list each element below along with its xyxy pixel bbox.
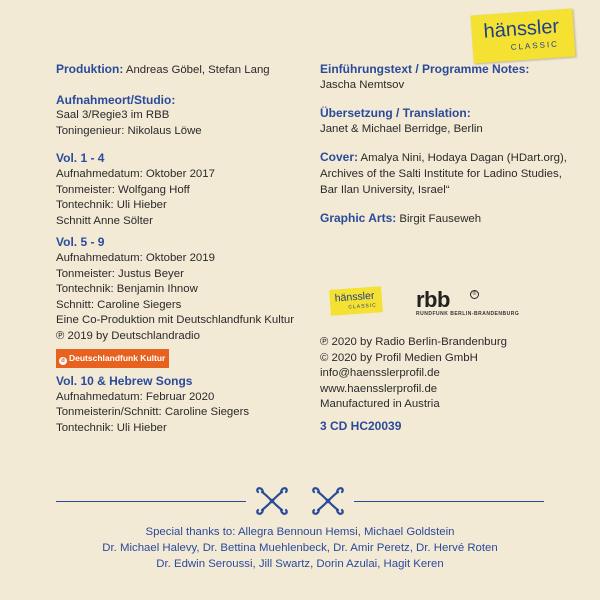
rbb-logo (414, 289, 524, 319)
aufnahmeort-line: Toningenieur: Nikolaus Löwe (56, 124, 202, 137)
uebersetzung-line: Janet & Michael Berridge, Berlin (320, 122, 483, 135)
einfuehrungstext-label: Einführungstext / Programme Notes: (320, 62, 530, 76)
vol1-label: Vol. 1 - 4 (56, 151, 105, 166)
small-logo-sub-text: CLASSIC (348, 302, 377, 311)
legal-block (320, 335, 580, 435)
rbb-wordmark: rbb (416, 287, 450, 312)
graphic-arts-label: Graphic Arts: (320, 211, 397, 226)
vol1-line: Tontechnik: Uli Hieber (56, 199, 167, 212)
divider-line-right (354, 501, 544, 502)
logo-sub-text: CLASSIC (510, 39, 560, 52)
cover-first-line: Amalya Nini, Hodaya Dagan (HDart.org), (358, 152, 567, 165)
website-text: www.haensslerprofil.de (320, 382, 438, 395)
vol5-line: Aufnahmedatum: Oktober 2019 (56, 251, 215, 264)
right-credits-column (320, 62, 580, 238)
cover-block (320, 150, 580, 198)
haenssler-classic-small-logo (329, 286, 383, 316)
vol10-line: Aufnahmedatum: Februar 2020 (56, 390, 215, 403)
einfuehrungstext-block (320, 62, 580, 93)
cover-line: Bar Ilan University, Israel“ (320, 183, 450, 196)
vol10-line: Tontechnik: Uli Hieber (56, 421, 167, 434)
produktion-value: Andreas Göbel, Stefan Lang (123, 64, 270, 76)
vol1-block (56, 151, 306, 229)
produktion-label: Produktion: (56, 62, 124, 76)
legal-line: Manufactured in Austria (320, 398, 440, 411)
left-credits-column (56, 62, 306, 446)
uebersetzung-label: Übersetzung / Translation: (320, 106, 471, 121)
produktion-block (56, 62, 306, 79)
aufnahmeort-label: Aufnahmeort/Studio: (56, 92, 176, 107)
vol5-line: ℗ 2019 by Deutschlandradio (56, 329, 200, 342)
flourish-ornament-icon (244, 484, 356, 518)
catalog-number: 3 CD HC20039 (320, 418, 402, 433)
vol5-line: Tontechnik: Benjamin Ihnow (56, 283, 198, 296)
dlf-badge-text: Deutschlandfunk Kultur (69, 352, 166, 363)
vol5-line: Tonmeister: Justus Beyer (56, 267, 184, 280)
haenssler-classic-logo (470, 9, 575, 64)
thanks-line: Special thanks to: Allegra Bennoun Hemsi, Michael Goldstein (145, 526, 455, 538)
vol1-line: Aufnahmedatum: Oktober 2017 (56, 167, 215, 180)
logo-brand-text: hänssler (482, 15, 560, 43)
rbb-registered-icon: ® (470, 290, 479, 299)
dlf-dot-icon: d (59, 357, 67, 365)
einfuehrungstext-line: Jascha Nemtsov (320, 78, 405, 91)
vol1-line: Tonmeister: Wolfgang Hoff (56, 183, 190, 196)
legal-line: ℗ 2020 by Radio Berlin-Brandenburg (320, 336, 507, 348)
cover-label: Cover: (320, 150, 359, 165)
special-thanks (0, 524, 600, 572)
vol5-line: Eine Co-Produktion mit Deutschlandfunk Kultur (56, 314, 295, 327)
rbb-subtitle: RUNDFUNK BERLIN-BRANDENBURG (416, 311, 520, 317)
vol5-label: Vol. 5 - 9 (56, 235, 105, 250)
vol5-line: Schnitt: Caroline Siegers (56, 298, 182, 311)
vol5-block (56, 235, 306, 368)
aufnahmeort-line: Saal 3/Regie3 im RBB (56, 109, 170, 122)
email-text: info@haensslerprofil.de (320, 367, 440, 380)
vol10-block (56, 374, 306, 436)
vol10-line: Tonmeisterin/Schnitt: Caroline Siegers (56, 406, 250, 419)
thanks-line: Dr. Michael Halevy, Dr. Bettina Muehlenbeck, Dr. Amir Peretz, Dr. Hervé Roten (102, 542, 498, 554)
aufnahmeort-block (56, 93, 306, 140)
graphic-arts-block (320, 211, 580, 228)
graphic-arts-value: Birgit Fauseweh (396, 213, 482, 226)
divider-line-left (56, 501, 246, 502)
uebersetzung-block (320, 106, 580, 137)
thanks-line: Dr. Edwin Seroussi, Jill Swartz, Dorin Azulai, Hagit Keren (156, 558, 444, 570)
vol1-line: Schnitt Anne Sölter (56, 214, 153, 227)
deutschlandfunk-kultur-logo (56, 349, 169, 369)
vol10-label: Vol. 10 & Hebrew Songs (56, 374, 193, 389)
legal-line: © 2020 by Profil Medien GmbH (320, 351, 478, 364)
small-logo-brand-text: hänssler (334, 289, 375, 305)
cover-line: Archives of the Salti Institute for Ladino Studies, (320, 167, 562, 180)
